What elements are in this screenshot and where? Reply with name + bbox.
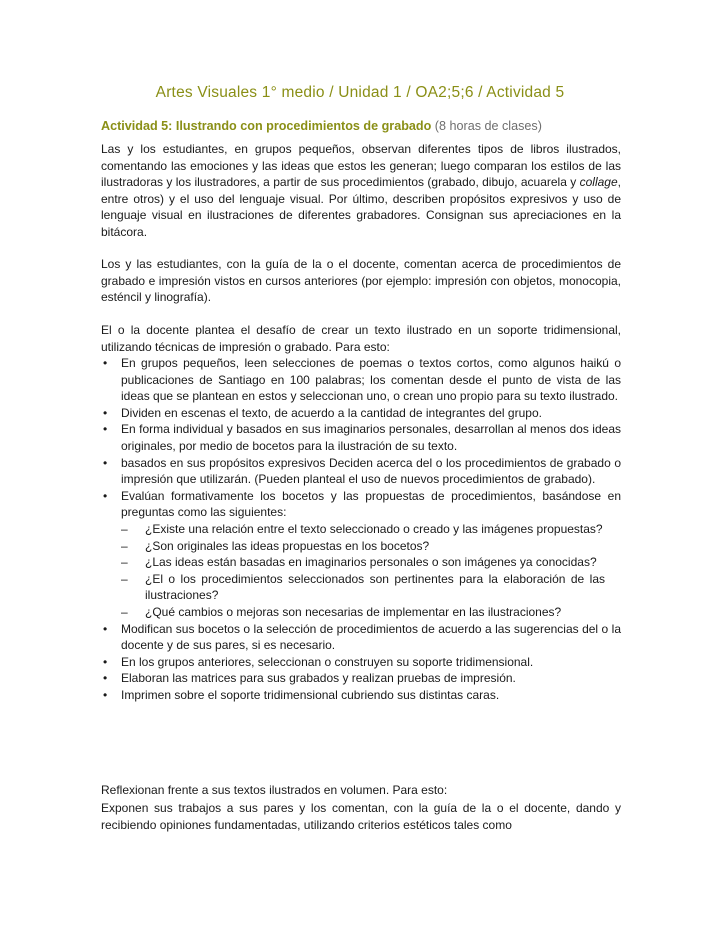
list-item (101, 488, 621, 621)
bullet-icon: • (103, 687, 108, 702)
bullet-icon: • (103, 422, 108, 437)
sub-list-item-text: ¿El o los procedimientos seleccionados son pertinentes para la elaboración de las ilustraciones? (145, 571, 605, 603)
paragraph-1-text-a: Las y los estudiantes, en grupos pequeños, observan diferentes tipos de libros ilustrados, comentando las emociones y las ideas que estos les generan; luego comparan los estilos de las ilustradoras y los ilustradores, a partir de sus procedimientos (grabado, dibujo, acuarela y (101, 142, 621, 190)
sub-list-item-text: ¿Las ideas están basadas en imaginarios personales o son imágenes ya conocidas? (145, 555, 597, 570)
paragraph-4: Reflexionan frente a sus textos ilustrados en volumen. Para esto: (101, 783, 448, 797)
list-item-text: Elaboran las matrices para sus grabados y realizan pruebas de impresión. (121, 671, 516, 686)
dash-icon: – (121, 604, 128, 619)
sub-list (121, 521, 621, 621)
list-item-text: Modifican sus bocetos o la selección de procedimientos de acuerdo a las sugerencias del o la docente y de sus pares, si es necesario. (121, 621, 621, 653)
list-item-text: En los grupos anteriores, seleccionan o construyen su soporte tridimensional. (121, 654, 534, 669)
paragraph-1-italic: collage (579, 175, 618, 190)
sub-list-item (121, 571, 605, 604)
list-item (101, 621, 621, 654)
activity-hours: (8 horas de clases) (434, 119, 542, 133)
list-item (101, 405, 621, 422)
bullet-list (101, 355, 621, 703)
dash-icon: – (121, 538, 128, 553)
paragraph-5: Exponen sus trabajos a sus pares y los comentan, con la guía de la o el docente, dando y recibiendo opiniones fundamentadas, utilizando criterios estéticos tales como (101, 801, 621, 832)
sub-list-item (121, 604, 605, 621)
list-item-text: En forma individual y basados en sus imaginarios personales, desarrollan al menos dos ideas originales, por medio de bocetos para la ilustración de su texto. (121, 422, 621, 453)
paragraph-1-text-b: , entre otros) y el uso del lenguaje visual. Por último, describen propósitos expresivos y uso de lenguaje visual en ilustraciones de diferentes grabadores. Consignan sus apreciaciones en la bitácora. (101, 175, 621, 239)
bullet-icon: • (103, 405, 108, 420)
activity-heading (101, 119, 542, 133)
sub-list-item (121, 554, 605, 571)
dash-icon: – (121, 555, 128, 570)
sub-list-item-text: ¿Son originales las ideas propuestas en los bocetos? (145, 538, 430, 553)
bullet-icon: • (103, 356, 108, 370)
sub-list-item-text: ¿Existe una relación entre el texto seleccionado o creado y las imágenes propuestas? (145, 521, 603, 536)
activity-label: Actividad 5: Ilustrando con procedimientos de grabado (101, 119, 432, 133)
list-item (101, 654, 621, 671)
paragraph-2: Los y las estudiantes, con la guía de la o el docente, comentan acerca de procedimientos de grabado e impresión vistos en cursos anteriores (por ejemplo: impresión con objetos, monocopia, esténcil y linografía). (101, 257, 621, 305)
bullet-icon: • (103, 488, 108, 503)
sub-list-item (121, 538, 605, 555)
dash-icon: – (121, 571, 128, 586)
paragraph-3: El o la docente plantea el desafío de crear un texto ilustrado en un soporte tridimensional, utilizando técnicas de impresión o grabado. Para esto: (101, 323, 621, 354)
list-item (101, 355, 621, 405)
list-item (101, 687, 621, 704)
page-title: Artes Visuales 1° medio / Unidad 1 / OA2;5;6 / Actividad 5 (155, 84, 565, 101)
bullet-icon: • (103, 621, 108, 636)
paragraph-1 (101, 141, 621, 241)
list-item-text: En grupos pequeños, leen selecciones de poemas o textos cortos, como algunos haikú o publicaciones de Santiago en 100 palabras; los comentan desde el punto de vista de las ideas que se plantean en estos y seleccionan uno, o crean uno propio para su texto ilustrado. (121, 356, 621, 404)
list-item-text: Imprimen sobre el soporte tridimensional cubriendo sus distintas caras. (121, 687, 500, 702)
list-item (101, 455, 621, 488)
bullet-icon: • (103, 654, 108, 669)
sub-list-item (121, 521, 605, 538)
bullet-icon: • (103, 455, 108, 470)
list-item-text: Dividen en escenas el texto, de acuerdo a la cantidad de integrantes del grupo. (121, 405, 542, 420)
bullet-icon: • (103, 671, 108, 686)
list-item-text: basados en sus propósitos expresivos Deciden acerca del o los procedimientos de grabado o impresión que utilizarán. (Pueden planteal el uso de nuevos procedimientos de grabado). (121, 455, 621, 487)
list-item (101, 670, 621, 687)
list-item-text: Evalúan formativamente los bocetos y las propuestas de procedimientos, basándose en preguntas como las siguientes: (121, 488, 621, 520)
dash-icon: – (121, 521, 128, 536)
list-item (101, 421, 621, 454)
sub-list-item-text: ¿Qué cambios o mejoras son necesarias de implementar en las ilustraciones? (145, 604, 562, 619)
